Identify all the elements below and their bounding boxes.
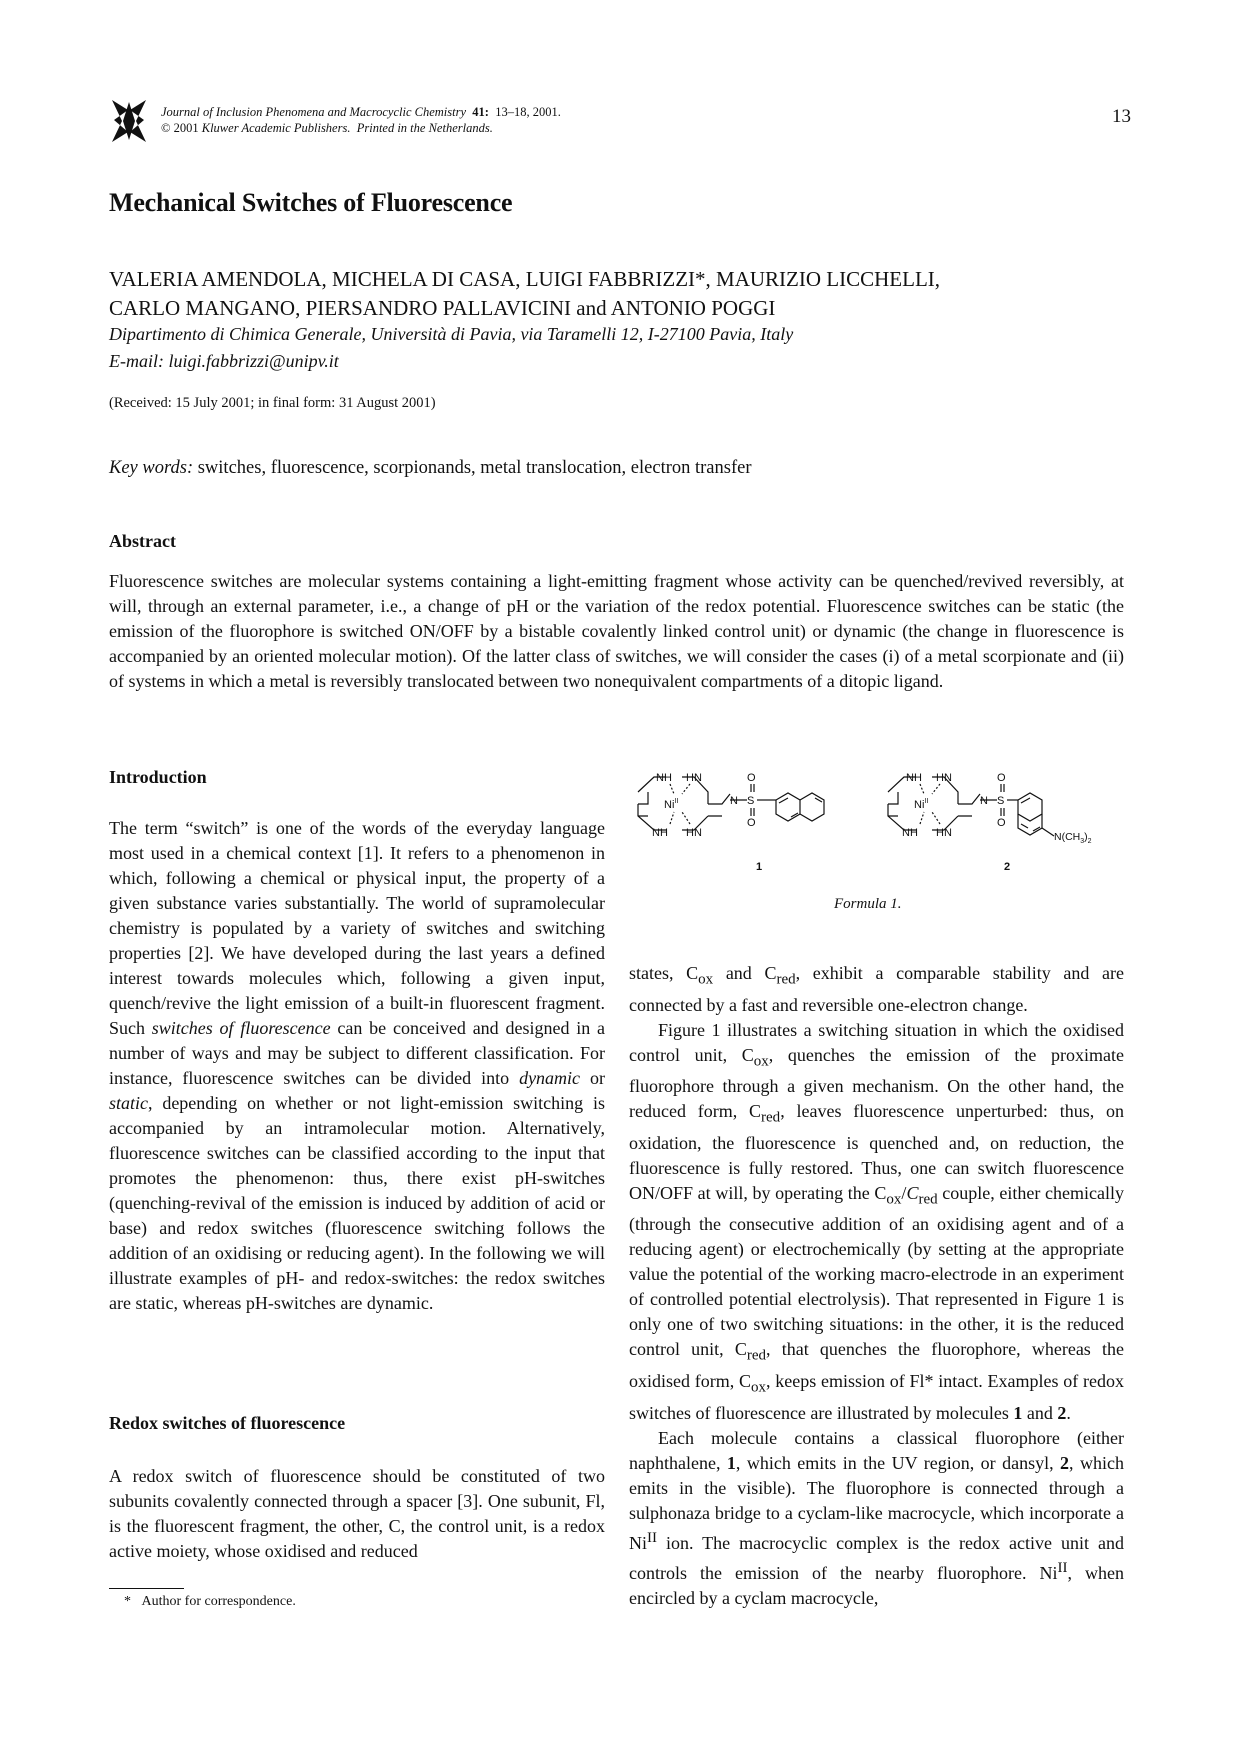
authors [109, 265, 1139, 323]
keywords-text: switches, fluorescence, scorpionands, metal translocation, electron transfer [193, 458, 752, 478]
intro-text-b: can be conceived and designed in a number of ways and may be subject to different classification. For instance, fluorescence switches can be divided into [109, 1018, 605, 1088]
footnote [124, 1594, 296, 1610]
m1-ni-sym: Ni [664, 799, 675, 811]
r1-sub3: ox [886, 1191, 902, 1208]
m2-s: S [997, 795, 1005, 807]
m2-nme2-end: ) [1084, 831, 1088, 843]
m1-o-bot: O [747, 817, 756, 829]
right-paragraph-2 [629, 1426, 1124, 1611]
r2-d: ion. The macrocyclic complex is the redox active unit and controls the emission of the nearby fluorophore. Ni [629, 1532, 1124, 1583]
abstract-text-a: Fluorescence switches are molecular systems containing a light-emitting fragment whose activity can be quenched/revived reversibly, at will, through an external parameter, i.e., a change of pH or the variation of the redox potential. Fluorescence switches can be static (the emission of the fluorophore is switched [109, 571, 1124, 641]
m2-o-bot: O [997, 817, 1006, 829]
r1-bold-1: 1 [1013, 1402, 1023, 1423]
formula-caption: Formula 1. [834, 896, 902, 912]
r2-b: , which emits in the UV region, or dansyl, [735, 1452, 1061, 1473]
publisher: Kluwer Academic Publishers. [201, 121, 351, 135]
m2-nme2-sub2: 2 [1087, 838, 1092, 845]
intro-text-a: The term “switch” is one of the words of the everyday language most used in a chemical context [1]. It refers to a phenomenon in which, following a chemical or physical input, the property of a given substance varies substantially. The world of supramolecular chemistry is populated by a variety of switches and switching properties [2]. We have developed during the last years a defined interest towards molecules which, following a given input, quench/revive the light emission of a built-in fluorescent fragment. Such [109, 818, 605, 1038]
m1-hn-bot: HN [686, 827, 702, 839]
intro-text-d: , depending on whether or not light-emission switching is accompanied by an intramolecular motion. Alternatively, fluorescence switches can be classified according to the input that promotes the phenomenon: thus, there exist pH-switches (quenching-revival of the emission is induced by addition of acid or base) and redox switches (fluorescence switching follows the addition of an oxidising or reducing agent). In the following we will illustrate examples of pH- and redox-switches: the redox switches are static, whereas pH-switches are dynamic. [109, 1093, 605, 1313]
r1-sub5: red [746, 1347, 767, 1364]
r2-e: , when encircled by a cyclam macrocycle, [629, 1562, 1124, 1608]
printed-in: Printed in the Netherlands. [356, 121, 493, 135]
m1-nh-bot: NH [652, 827, 668, 839]
r1-sub6: ox [751, 1379, 767, 1396]
copyright-line [161, 120, 561, 136]
m1-hn-top: HN [686, 772, 702, 784]
m1-ni [664, 798, 678, 811]
r1-sub2: red [761, 1109, 781, 1126]
r1-sub1: ox [753, 1053, 769, 1070]
molecule-2-label: 2 [1004, 861, 1011, 873]
formula-1-structures [626, 764, 1136, 892]
m2-o-top: O [997, 772, 1006, 784]
m1-nh-top: NH [656, 772, 672, 784]
journal-header [161, 104, 561, 136]
r1-onoff: ON/OFF [629, 1182, 694, 1203]
journal-name: Journal of Inclusion Phenomena and Macrocyclic Chemistry [161, 105, 467, 119]
abstract-text-b: by a bistable covalently linked control unit) or dynamic (the change in fluorescence is accompanied by an oriented molecular motion). Of the latter class of switches, we will consider the cases (i) of a metal scorpionate and (ii) of systems in which a metal is reversibly translocated between two nonequivalent compartments of a ditopic ligand. [109, 621, 1124, 691]
right-column-body [629, 961, 1124, 1611]
r1-d: at will, by operating the C [693, 1182, 887, 1203]
r1-j: . [1066, 1402, 1071, 1423]
m1-s: S [747, 795, 755, 807]
r2-a: Each molecule contains a classical fluorophore (either naphthalene, [629, 1427, 1124, 1473]
paper-title: Mechanical Switches of Fluorescence [109, 188, 513, 217]
right-paragraph-1 [629, 1018, 1124, 1426]
m2-n: N [980, 795, 988, 807]
publisher-logo [110, 98, 148, 144]
r1-g: , that quenches the fluorophore, whereas the oxidised form, C [629, 1339, 1124, 1391]
received-dates: (Received: 15 July 2001; in final form: 31 August 2001) [109, 395, 436, 411]
m2-nh-top: NH [906, 772, 922, 784]
footnote-rule [109, 1588, 184, 1589]
r1-f: couple, either chemically (through the consecutive addition of an oxidising agent and of a reducing agent) or electrochemically (by setting at the appropriate value the potential of the working macro-electrode in an experiment of controlled potential electrolysis). That represented in Figure 1 is only one of two switching situations: in the other, it is the reduced control unit, C [629, 1182, 1124, 1360]
intro-em-switches: switches of fluorescence [151, 1018, 331, 1038]
intro-em-static: static [109, 1093, 148, 1113]
m2-nh-bot: NH [902, 827, 918, 839]
r1-bold-2: 2 [1057, 1402, 1067, 1423]
redox-body [109, 1464, 605, 1564]
m2-hn-bot: HN [936, 827, 952, 839]
abstract-body [109, 569, 1124, 694]
r1-a: Figure 1 illustrates a switching situation in which the oxidised control unit, C [629, 1019, 1124, 1065]
r1-h: , keeps emission of Fl* intact. Examples of redox switches of fluorescence are illustrated by molecules [629, 1370, 1124, 1423]
copyright: © 2001 [161, 121, 199, 135]
email: E-mail: luigi.fabbrizzi@unipv.it [109, 351, 339, 371]
introduction-heading: Introduction [109, 767, 207, 787]
abstract-heading: Abstract [109, 531, 176, 551]
r0-a: states, C [629, 963, 699, 983]
m2-ni-sym: Ni [914, 799, 925, 811]
r1-ci: C [906, 1182, 919, 1203]
authors-line-2: CARLO MANGANO, PIERSANDRO PALLAVICINI and ANTONIO POGGI [109, 296, 776, 320]
page-number: 13 [1112, 106, 1131, 127]
footnote-mark: * [124, 1594, 131, 1609]
m1-ni-ox: II [674, 798, 679, 805]
intro-em-dynamic: dynamic [519, 1068, 581, 1088]
journal-line [161, 104, 561, 120]
r0-c: , exhibit a comparable stability and are connected by a fast and reversible one-electron change. [629, 963, 1124, 1015]
keywords-label: Key words: [109, 458, 194, 478]
m2-nme2-sub: 3 [1080, 838, 1085, 845]
redox-heading: Redox switches of fluorescence [109, 1413, 346, 1433]
m2-hn-top: HN [936, 772, 952, 784]
r2-c: , which emits in the visible). The fluorophore is connected through a sulphonaza bridge to a cyclam-like macrocycle, which incorporate a Ni [629, 1452, 1124, 1553]
r2-bold-1: 1 [726, 1452, 736, 1473]
r2-sup2: II [1057, 1559, 1068, 1576]
r1-b: , quenches the emission of the proximate fluorophore through a given mechanism. On the other hand, the reduced form, C [629, 1044, 1124, 1122]
journal-volume: 41: [472, 105, 489, 119]
r0-b: and C [713, 963, 777, 983]
r2-bold-2: 2 [1060, 1452, 1070, 1473]
m2-nme2-a: N(CH [1054, 831, 1081, 843]
keywords [109, 458, 752, 479]
m2-ni [914, 798, 928, 811]
footnote-text: Author for correspondence. [141, 1594, 296, 1609]
r0-sub-ox: ox [698, 971, 714, 988]
r2-sup1: II [647, 1529, 657, 1546]
right-paragraph-0 [629, 961, 1124, 1018]
m1-n: N [730, 795, 738, 807]
intro-text-c: or [580, 1068, 605, 1088]
introduction-body [109, 816, 605, 1316]
m2-ni-ox: II [924, 798, 929, 805]
authors-line-1: VALERIA AMENDOLA, MICHELA DI CASA, LUIGI FABBRIZZI*, MAURIZIO LICCHELLI, [109, 267, 941, 291]
molecule-1-label: 1 [756, 861, 763, 873]
abstract-onoff: ON/OFF [409, 621, 474, 641]
r1-c: , leaves fluorescence unperturbed: thus, on oxidation, the fluorescence is quenched and, on reduction, the fluorescence is fully restored. Thus, one can switch fluorescence [629, 1101, 1124, 1178]
r1-i: and [1022, 1402, 1058, 1423]
affiliation: Dipartimento di Chimica Generale, Università di Pavia, via Taramelli 12, I-27100 Pavia, Italy [109, 324, 794, 344]
r1-e: / [901, 1182, 907, 1203]
introduction-paragraph [109, 816, 605, 1316]
affiliation-block [109, 321, 793, 375]
m2-dimethylamino [1054, 831, 1092, 845]
redox-paragraph: A redox switch of fluorescence should be constituted of two subunits covalently connected through a spacer [3]. One subunit, Fl, is the fluorescent fragment, the other, C, the control unit, is a redox active moiety, whose oxidised and reduced [109, 1466, 605, 1561]
r0-sub-red: red [776, 971, 796, 988]
m1-o-top: O [747, 772, 756, 784]
journal-pages: 13–18, 2001. [495, 105, 561, 119]
r1-sub4: red [918, 1191, 938, 1208]
